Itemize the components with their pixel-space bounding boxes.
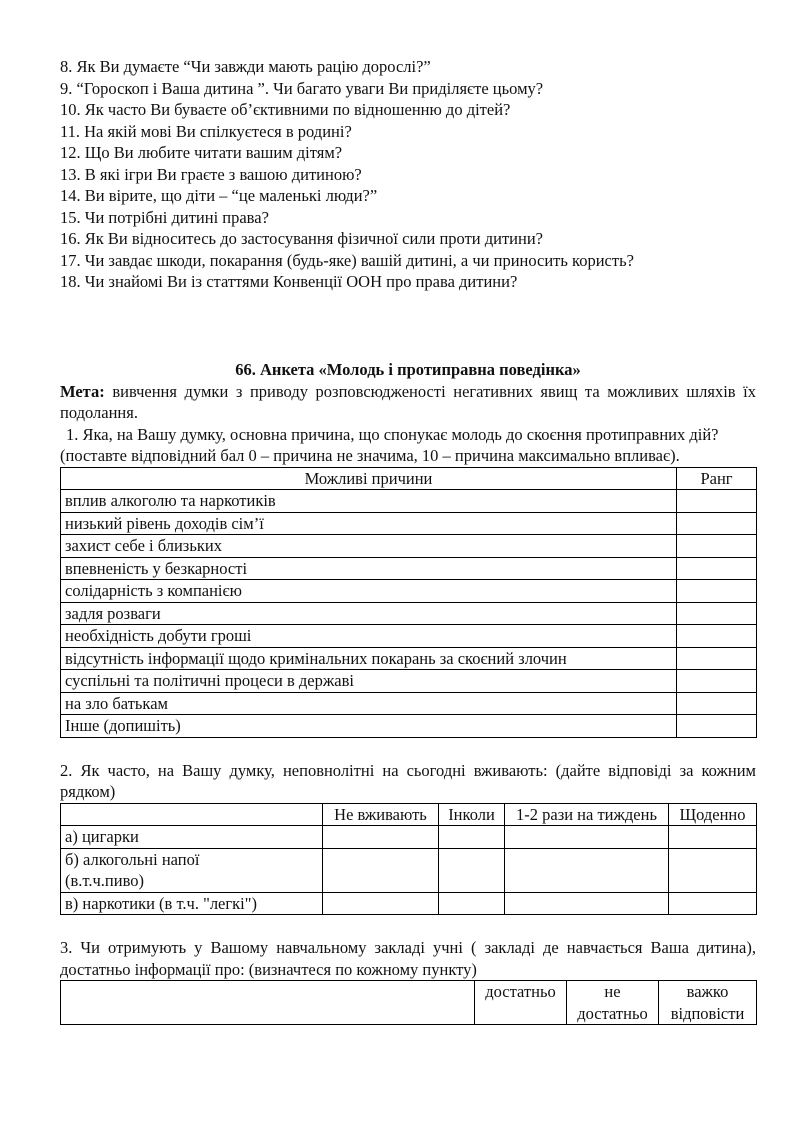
column-header: важко відповісти — [659, 981, 757, 1025]
meta-text: вивчення думки з приводу розповсюдженості негативних явищ та можливих шляхів їх подолання. — [60, 381, 756, 422]
answer-cell[interactable] — [439, 848, 505, 892]
column-header: Можливі причини — [61, 467, 677, 490]
table-row — [61, 535, 757, 558]
cause-label: суспільні та політичні процеси в державі — [61, 670, 677, 693]
rank-cell[interactable] — [677, 557, 757, 580]
cause-label: вплив алкоголю та наркотиків — [61, 490, 677, 513]
answer-cell[interactable] — [323, 848, 439, 892]
question-item: 15. Чи потрібні дитині права? — [60, 207, 269, 227]
rank-cell[interactable] — [677, 625, 757, 648]
table-header-row — [61, 803, 757, 826]
cause-label: низький рівень доходів сім’ї — [61, 512, 677, 535]
rank-cell[interactable] — [677, 602, 757, 625]
question-item: 11. На якій мові Ви спілкуєтеся в родині? — [60, 121, 352, 141]
answer-cell[interactable] — [505, 848, 669, 892]
questions-list — [60, 56, 756, 293]
table-row — [61, 580, 757, 603]
column-header — [61, 981, 475, 1025]
rank-cell[interactable] — [677, 535, 757, 558]
answer-cell[interactable] — [323, 826, 439, 849]
table-row — [61, 692, 757, 715]
question-1-text: 1. Яка, на Вашу думку, основна причина, що спонукає молодь до скоєння протиправних дій? (поставте відповідний бал 0 – причина не значима, 10 – причина максимально впливає). — [60, 424, 719, 465]
rank-cell[interactable] — [677, 512, 757, 535]
rank-cell[interactable] — [677, 670, 757, 693]
cause-label: захист себе і близьких — [61, 535, 677, 558]
column-header: Інколи — [439, 803, 505, 826]
answer-cell[interactable] — [669, 848, 757, 892]
table-row — [61, 715, 757, 738]
table-row — [61, 625, 757, 648]
answer-cell[interactable] — [669, 892, 757, 915]
cause-label: необхідність добути гроші — [61, 625, 677, 648]
answer-cell[interactable] — [505, 892, 669, 915]
question-item: 10. Як часто Ви буваєте об’єктивними по відношенню до дітей? — [60, 100, 511, 119]
table-row — [61, 670, 757, 693]
column-header: 1-2 рази на тиждень — [505, 803, 669, 826]
substance-label: а) цигарки — [61, 826, 323, 849]
question-item: 17. Чи завдає шкоди, покарання (будь-яке) вашій дитині, а чи приносить користь? — [60, 250, 634, 270]
column-header: достатньо — [475, 981, 567, 1025]
substance-label: в) наркотики (в т.ч. "легкі") — [61, 892, 323, 915]
question-item: 14. Ви вірите, що діти – “це маленькі люди?” — [60, 186, 378, 205]
usage-frequency-table — [60, 803, 757, 916]
answer-cell[interactable] — [505, 826, 669, 849]
table-header-row — [61, 467, 757, 490]
question-item: 12. Що Ви любите читати вашим дітям? — [60, 143, 343, 162]
table-row — [61, 490, 757, 513]
answer-cell[interactable] — [439, 892, 505, 915]
column-header: Щоденно — [669, 803, 757, 826]
document-page — [60, 56, 756, 1025]
rank-cell[interactable] — [677, 715, 757, 738]
answer-cell[interactable] — [439, 826, 505, 849]
information-table — [60, 980, 757, 1025]
cause-label: Інше (допишіть) — [61, 715, 677, 738]
table-row — [61, 848, 757, 892]
table-header-row — [61, 981, 757, 1025]
answer-cell[interactable] — [323, 892, 439, 915]
question-item: 16. Як Ви відноситесь до застосування фізичної сили проти дитини? — [60, 229, 543, 248]
cause-label: солідарність з компанією — [61, 580, 677, 603]
rank-cell[interactable] — [677, 647, 757, 670]
column-header: Ранг — [677, 467, 757, 490]
rank-cell[interactable] — [677, 580, 757, 603]
question-item: 8. Як Ви думаєте “Чи завжди мають рацію дорослі?” — [60, 57, 431, 76]
cause-label: задля розваги — [61, 602, 677, 625]
column-header: не достатньо — [567, 981, 659, 1025]
rank-cell[interactable] — [677, 490, 757, 513]
meta-paragraph — [60, 381, 756, 424]
cause-label: на зло батькам — [61, 692, 677, 715]
question-3-text: 3. Чи отримують у Вашому навчальному закладі учні ( закладі де навчається Ваша дитина), достатньо інформації про: (визначтеся по кожному пункту) — [60, 938, 756, 979]
causes-table — [60, 467, 757, 738]
table-row — [61, 602, 757, 625]
table-row — [61, 512, 757, 535]
table-row — [61, 557, 757, 580]
cause-label: відсутність інформації щодо кримінальних покарань за скоєний злочин — [61, 647, 677, 670]
question-item: 13. В які ігри Ви граєте з вашою дитиною? — [60, 164, 362, 184]
cause-label: впевненість у безкарності — [61, 557, 677, 580]
substance-label: б) алкогольні напої (в.т.ч.пиво) — [61, 848, 323, 892]
section-title: 66. Анкета «Молодь і протиправна поведінка» — [235, 359, 581, 379]
table-row — [61, 647, 757, 670]
answer-cell[interactable] — [669, 826, 757, 849]
question-2-text: 2. Як часто, на Вашу думку, неповнолітні на сьогодні вживають: (дайте відповіді за кожним рядком) — [60, 760, 756, 801]
meta-label: Мета: — [60, 381, 105, 401]
column-header — [61, 803, 323, 826]
rank-cell[interactable] — [677, 692, 757, 715]
column-header: Не вживають — [323, 803, 439, 826]
question-item: 9. “Гороскоп і Ваша дитина ”. Чи багато уваги Ви приділяєте цьому? — [60, 78, 544, 98]
question-item: 18. Чи знайомі Ви із статтями Конвенції ООН про права дитини? — [60, 272, 518, 291]
table-row — [61, 826, 757, 849]
table-row — [61, 892, 757, 915]
